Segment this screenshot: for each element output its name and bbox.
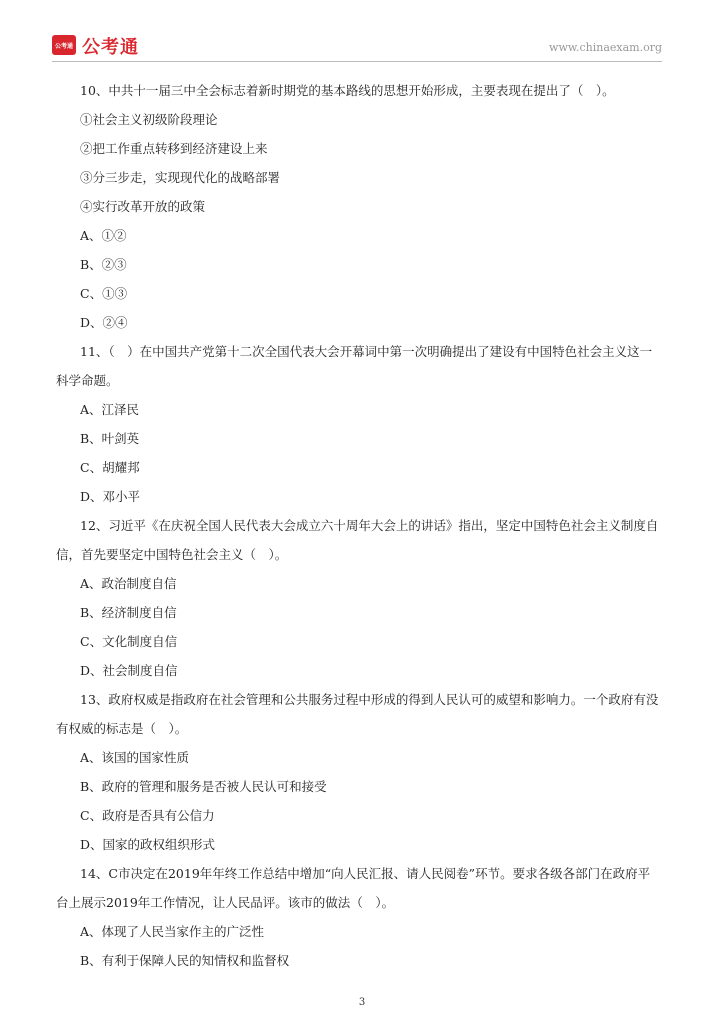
question-text: 11、（ ）在中国共产党第十二次全国代表大会开幕词中第一次明确提出了建设有中国特色社会主义这一 [80,344,653,359]
page-header [52,34,662,58]
answer-option: B、政府的管理和服务是否被人民认可和接受 [80,779,327,794]
answer-option: C、政府是否具有公信力 [80,808,215,823]
answer-option: ③分三步走，实现现代化的战略部署 [80,170,281,185]
question-text-continued: 信，首先要坚定中国特色社会主义（ ）。 [56,547,288,562]
answer-option: D、社会制度自信 [80,663,178,678]
answer-option: ④实行改革开放的政策 [80,199,206,214]
question-text: 12、习近平《在庆祝全国人民代表大会成立六十周年大会上的讲话》指出，坚定中国特色社会主义制度自 [80,518,659,533]
answer-option: ①社会主义初级阶段理论 [80,112,218,127]
answer-option: C、文化制度自信 [80,634,178,649]
question-text-continued: 台上展示2019年工作情况，让人民品评。该市的做法（ ）。 [56,895,395,910]
question-text-continued: 科学命题。 [56,373,119,388]
question-text-continued: 有权威的标志是（ ）。 [56,721,188,736]
answer-option: B、有利于保障人民的知情权和监督权 [80,953,290,968]
answer-option: C、胡耀邦 [80,460,140,475]
answer-option: C、①③ [80,286,128,301]
answer-option: B、②③ [80,257,127,272]
answer-option: D、邓小平 [80,489,141,504]
header-divider [52,61,662,62]
document-body [56,76,680,975]
question-text: 13、政府权威是指政府在社会管理和公共服务过程中形成的得到人民认可的威望和影响力。一个政府有没 [80,692,659,707]
question-text: 14、C市决定在2019年年终工作总结中增加“向人民汇报、请人民阅卷”环节。要求各级各部门在政府平 [80,866,651,881]
answer-option: B、叶剑英 [80,431,140,446]
answer-option: A、江泽民 [80,402,140,417]
answer-option: D、②④ [80,315,128,330]
logo-badge: 公考通 [52,35,76,55]
question-text: 10、中共十一届三中全会标志着新时期党的基本路线的思想开始形成，主要表现在提出了（ ）。 [80,83,615,98]
answer-option: A、①② [80,228,127,243]
answer-option: ②把工作重点转移到经济建设上来 [80,141,268,156]
logo-text: 公考通 [82,37,139,58]
answer-option: D、国家的政权组织形式 [80,837,216,852]
site-url: www.chinaexam.org [549,41,662,54]
answer-option: A、该国的国家性质 [80,750,190,765]
answer-option: A、体现了人民当家作主的广泛性 [80,924,265,939]
page-number: 3 [358,997,366,1008]
answer-option: B、经济制度自信 [80,605,177,620]
answer-option: A、政治制度自信 [80,576,177,591]
